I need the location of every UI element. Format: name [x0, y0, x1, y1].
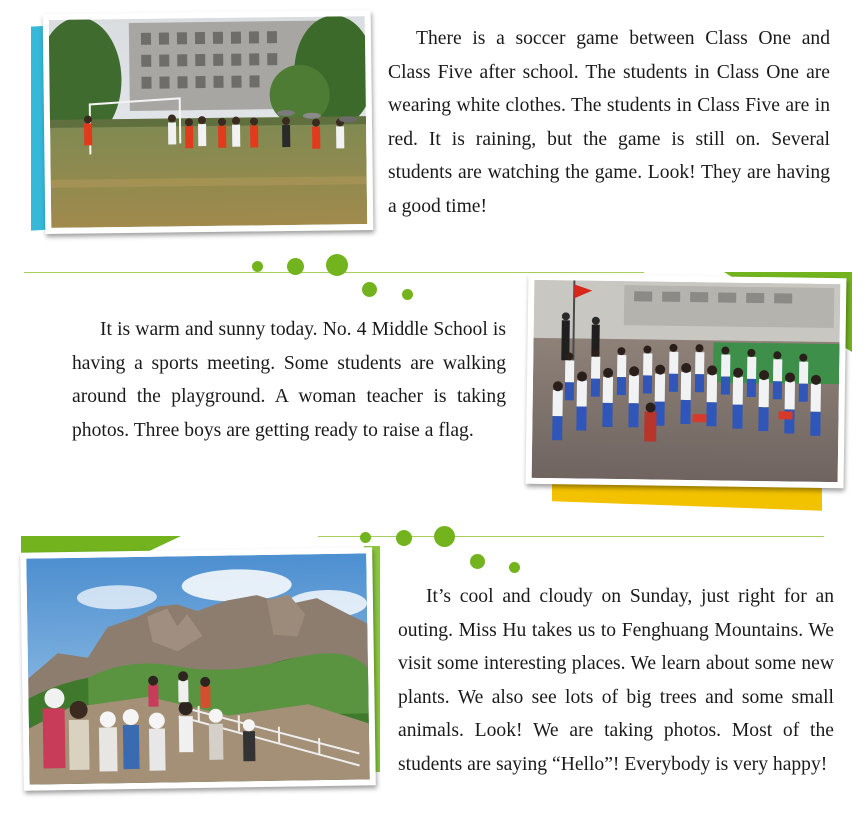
decorative-dot	[360, 532, 371, 543]
decorative-dot	[287, 258, 304, 275]
sports-meeting-photo	[526, 274, 847, 488]
decorative-dot	[434, 526, 455, 547]
section-divider	[318, 536, 824, 537]
decorative-dot	[402, 289, 413, 300]
decorative-dot	[326, 254, 348, 276]
mountain-outing-paragraph: It’s cool and cloudy on Sunday, just right for an outing. Miss Hu takes us to Fenghuang Mountains. We visit some interesting places. We learn about some new plants. We also see lots of big trees and some small animals. Look! We are taking photos. Most of the students are saying “Hello”! Everybody is very happy!	[398, 586, 834, 775]
sports-meeting-paragraph: It is warm and sunny today. No. 4 Middle School is having a sports meeting. Some students are walking around the playground. A woman teacher is taking photos. Three boys are getting ready to raise a flag.	[72, 319, 506, 441]
decorative-dot	[362, 282, 377, 297]
decorative-dot	[509, 562, 520, 573]
soccer-game-photo	[43, 10, 374, 234]
decorative-dot	[470, 554, 485, 569]
soccer-game-paragraph: There is a soccer game between Class One and Class Five after school. The students in Class One are wearing white clothes. The students in Class Five are in red. It is raining, but the game is still on. Several students are watching the game. Look! They are having a good time!	[388, 28, 830, 217]
mountain-outing-photo	[20, 547, 376, 790]
decorative-dot	[252, 261, 263, 272]
decorative-dot	[396, 530, 412, 546]
